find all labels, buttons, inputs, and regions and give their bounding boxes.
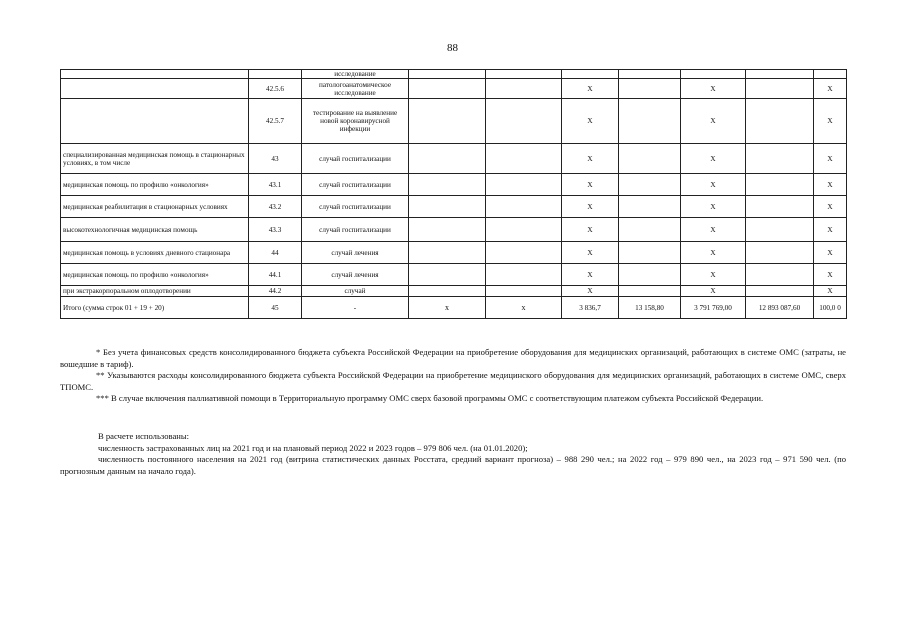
col10-cell	[814, 70, 847, 79]
table-row	[61, 264, 847, 286]
col9-cell	[746, 218, 814, 242]
row-number-cell: 43.1	[249, 174, 302, 196]
col7-cell	[619, 286, 681, 297]
col8-cell: X	[681, 286, 746, 297]
col5-cell	[486, 79, 562, 99]
table-row	[61, 70, 847, 79]
table-row	[61, 218, 847, 242]
table-row	[61, 242, 847, 264]
col4-cell: х	[409, 297, 486, 319]
col9-cell	[746, 144, 814, 174]
col5-cell	[486, 242, 562, 264]
col8-cell: X	[681, 144, 746, 174]
col7-cell	[619, 144, 681, 174]
col7-cell	[619, 174, 681, 196]
footnotes	[60, 347, 846, 405]
col7-cell	[619, 264, 681, 286]
col5-cell	[486, 218, 562, 242]
row-name-cell: медицинская помощь по профилю «онкология»	[61, 264, 249, 286]
col9-cell	[746, 286, 814, 297]
footnote-3: *** В случае включения паллиативной помощи в Территориальную программу ОМС сверх базовой программы ОМС с соответствующим платежом субъекта Российской Федерации.	[96, 393, 764, 403]
table-row	[61, 79, 847, 99]
col9-cell	[746, 99, 814, 144]
col9-cell: 12 893 087,60	[746, 297, 814, 319]
col10-cell: X	[814, 286, 847, 297]
row-name-cell: Итого (сумма строк 01 + 19 + 20)	[61, 297, 249, 319]
row-name-cell: медицинская помощь в условиях дневного стационара	[61, 242, 249, 264]
row-number-cell: 43.2	[249, 196, 302, 218]
col5-cell	[486, 70, 562, 79]
table-row	[61, 99, 847, 144]
col4-cell	[409, 242, 486, 264]
col7-cell	[619, 70, 681, 79]
col8-cell: X	[681, 79, 746, 99]
col8-cell	[681, 70, 746, 79]
row-number-cell: 43.3	[249, 218, 302, 242]
footnote-1: * Без учета финансовых средств консолидированного бюджета субъекта Российской Федерации на приобретение оборудования для медицинских организаций, работающих в системе ОМС (затраты, не вошедшие в тариф).	[60, 347, 846, 369]
col6-cell: X	[562, 79, 619, 99]
col5-cell	[486, 144, 562, 174]
col7-cell	[619, 218, 681, 242]
col5-cell	[486, 196, 562, 218]
row-name-cell	[61, 79, 249, 99]
row-name-cell	[61, 70, 249, 79]
row-unit-cell: случай	[302, 286, 409, 297]
col5-cell	[486, 174, 562, 196]
row-number-cell: 42.5.7	[249, 99, 302, 144]
row-number-cell: 45	[249, 297, 302, 319]
col6-cell: X	[562, 99, 619, 144]
row-unit-cell: исследование	[302, 70, 409, 79]
col6-cell: X	[562, 174, 619, 196]
row-number-cell: 44.1	[249, 264, 302, 286]
calculation-basis	[60, 431, 846, 477]
row-name-cell: медицинская помощь по профилю «онкология»	[61, 174, 249, 196]
col4-cell	[409, 79, 486, 99]
col10-cell: X	[814, 242, 847, 264]
row-unit-cell: тестирование на выявление новой коронавирусной инфекции	[302, 99, 409, 144]
calc-title: В расчете использованы:	[98, 431, 190, 441]
col4-cell	[409, 196, 486, 218]
table-row	[61, 144, 847, 174]
col4-cell	[409, 144, 486, 174]
row-name-cell: медицинская реабилитация в стационарных условиях	[61, 196, 249, 218]
col9-cell	[746, 196, 814, 218]
col10-cell: X	[814, 196, 847, 218]
col6-cell: X	[562, 264, 619, 286]
row-name-cell: высокотехнологичная медицинская помощь	[61, 218, 249, 242]
table-row	[61, 196, 847, 218]
col10-cell: X	[814, 264, 847, 286]
col4-cell	[409, 264, 486, 286]
col9-cell	[746, 242, 814, 264]
col9-cell	[746, 264, 814, 286]
col7-cell: 13 158,80	[619, 297, 681, 319]
col4-cell	[409, 218, 486, 242]
row-unit-cell: -	[302, 297, 409, 319]
col6-cell	[562, 70, 619, 79]
col7-cell	[619, 79, 681, 99]
row-unit-cell: случай госпитализации	[302, 174, 409, 196]
col10-cell: X	[814, 144, 847, 174]
col10-cell: X	[814, 174, 847, 196]
col7-cell	[619, 196, 681, 218]
row-name-cell	[61, 99, 249, 144]
row-unit-cell: случай госпитализации	[302, 218, 409, 242]
col8-cell: X	[681, 242, 746, 264]
row-number-cell: 43	[249, 144, 302, 174]
col8-cell: 3 791 769,00	[681, 297, 746, 319]
col5-cell	[486, 264, 562, 286]
row-unit-cell: случай госпитализации	[302, 196, 409, 218]
row-number-cell: 44.2	[249, 286, 302, 297]
col8-cell: X	[681, 196, 746, 218]
financing-table	[60, 69, 847, 319]
col9-cell	[746, 79, 814, 99]
row-unit-cell: случай лечения	[302, 242, 409, 264]
col8-cell: X	[681, 218, 746, 242]
table-row	[61, 297, 847, 319]
col8-cell: X	[681, 174, 746, 196]
table-body	[61, 70, 847, 319]
col6-cell: X	[562, 218, 619, 242]
calc-line-population: численность постоянного населения на 2021 год (витрина статистических данных Росстата, средний вариант прогноза) – 988 290 чел.; на 2022 год – 979 890 чел., на 2023 год – 971 590 чел. (по прогнозным данным на начало года).	[60, 454, 846, 476]
col5-cell: х	[486, 297, 562, 319]
calc-line-insured: численность застрахованных лиц на 2021 год и на плановый период 2022 и 2023 годов – 979 806 чел. (на 01.01.2020);	[98, 442, 528, 453]
col10-cell: X	[814, 79, 847, 99]
row-number-cell	[249, 70, 302, 79]
col9-cell	[746, 174, 814, 196]
col7-cell	[619, 242, 681, 264]
col4-cell	[409, 286, 486, 297]
table-row	[61, 286, 847, 297]
col8-cell: X	[681, 264, 746, 286]
row-name-cell: при экстракорпоральном оплодотворении	[61, 286, 249, 297]
table-row	[61, 174, 847, 196]
col10-cell: 100,0 0	[814, 297, 847, 319]
row-name-cell: специализированная медицинская помощь в стационарных условиях, в том числе	[61, 144, 249, 174]
row-number-cell: 44	[249, 242, 302, 264]
col8-cell: X	[681, 99, 746, 144]
col5-cell	[486, 286, 562, 297]
col7-cell	[619, 99, 681, 144]
row-unit-cell: случай лечения	[302, 264, 409, 286]
col4-cell	[409, 70, 486, 79]
col9-cell	[746, 70, 814, 79]
row-number-cell: 42.5.6	[249, 79, 302, 99]
col6-cell: X	[562, 144, 619, 174]
col10-cell: X	[814, 218, 847, 242]
row-unit-cell: патологоанатомическое исследование	[302, 79, 409, 99]
col6-cell: X	[562, 196, 619, 218]
page-number: 88	[447, 42, 458, 54]
col10-cell: X	[814, 99, 847, 144]
col4-cell	[409, 174, 486, 196]
row-unit-cell: случай госпитализации	[302, 144, 409, 174]
col4-cell	[409, 99, 486, 144]
col5-cell	[486, 99, 562, 144]
footnote-2: ** Указываются расходы консолидированного бюджета субъекта Российской Федерации на приобретение медицинского оборудования для медицинских организаций, работающих в системе ОМС, сверх ТПОМС.	[60, 370, 846, 392]
col6-cell: X	[562, 242, 619, 264]
col6-cell: 3 836,7	[562, 297, 619, 319]
col6-cell: X	[562, 286, 619, 297]
